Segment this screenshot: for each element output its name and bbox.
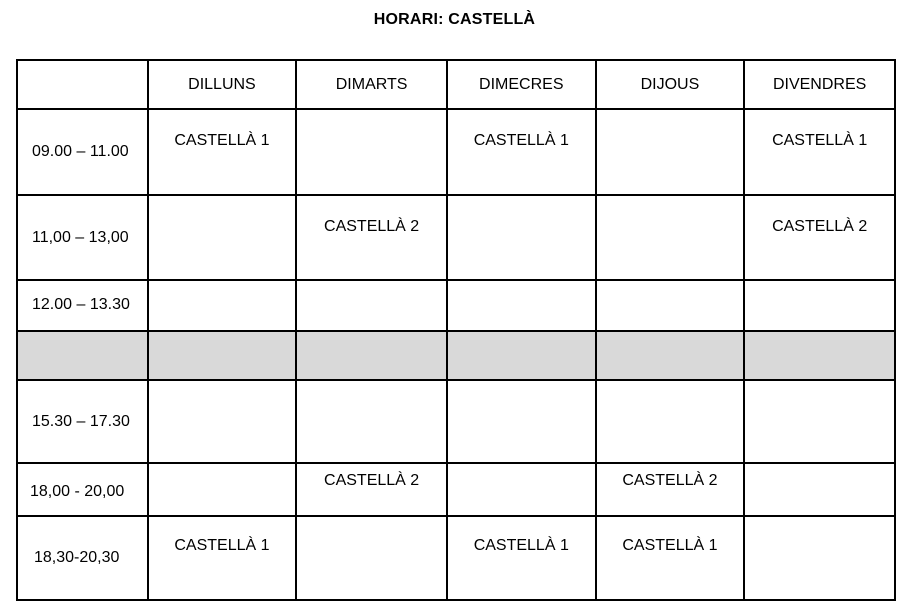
- slot-cell: [148, 280, 297, 331]
- day-header: DILLUNS: [148, 60, 297, 109]
- slot-cell: [744, 195, 895, 279]
- time-cell: [17, 109, 148, 195]
- table-row: [17, 380, 895, 463]
- slot-cell: [596, 280, 745, 331]
- slot-cell: [447, 195, 596, 279]
- slot-cell: [596, 380, 745, 463]
- slot-label: [745, 517, 894, 537]
- slot-cell: [596, 463, 745, 515]
- table-row: [17, 516, 895, 600]
- time-cell: [17, 380, 148, 463]
- slot-cell: [744, 516, 895, 600]
- slot-label: [297, 110, 446, 132]
- slot-label: [149, 196, 296, 218]
- time-cell: [17, 280, 148, 331]
- day-header: DIVENDRES: [744, 60, 895, 109]
- slot-label: CASTELLÀ 2: [622, 472, 718, 490]
- slot-label: CASTELLÀ 1: [473, 132, 569, 150]
- break-cell: [744, 331, 895, 380]
- slot-cell: [447, 280, 596, 331]
- break-cell: [596, 331, 745, 380]
- slot-cell: [296, 280, 447, 331]
- break-cell: [148, 331, 297, 380]
- slot-label: [297, 517, 446, 537]
- slot-cell: [447, 109, 596, 195]
- time-cell: [17, 516, 148, 600]
- slot-label: [597, 110, 744, 132]
- schedule-table: [16, 59, 896, 601]
- slot-cell: [596, 109, 745, 195]
- break-row: [17, 331, 895, 380]
- slot-label: [745, 464, 894, 472]
- slot-label: [149, 381, 296, 403]
- break-cell: [17, 331, 148, 380]
- slot-label: [597, 196, 744, 218]
- slot-cell: [744, 280, 895, 331]
- slot-label: [745, 281, 894, 303]
- slot-cell: [148, 380, 297, 463]
- slot-label: CASTELLÀ 1: [473, 536, 569, 554]
- slot-cell: [744, 463, 895, 515]
- day-header: DIMECRES: [447, 60, 596, 109]
- slot-label: [448, 381, 595, 403]
- slot-cell: [148, 195, 297, 279]
- slot-label: CASTELLÀ 2: [324, 218, 420, 236]
- time-label: 15.30 – 17.30: [32, 412, 130, 430]
- time-label: 18,00 - 20,00: [30, 482, 125, 500]
- table-row: [17, 109, 895, 195]
- break-cell: [447, 331, 596, 380]
- slot-cell: [296, 109, 447, 195]
- slot-cell: [447, 463, 596, 515]
- table-row: [17, 463, 895, 515]
- table-row: [17, 280, 895, 331]
- slot-cell: [744, 380, 895, 463]
- slot-label: [297, 281, 446, 303]
- table-row: [17, 195, 895, 279]
- page-title: HORARI: CASTELLÀ: [373, 11, 536, 28]
- slot-cell: [447, 516, 596, 600]
- time-cell: [17, 195, 148, 279]
- slot-label: [597, 281, 744, 303]
- slot-label: [149, 281, 296, 303]
- slot-label: [448, 281, 595, 303]
- slot-label: [597, 381, 744, 403]
- slot-label: CASTELLÀ 1: [622, 536, 718, 554]
- time-label: 18,30-20,30: [34, 548, 120, 566]
- slot-cell: [447, 380, 596, 463]
- slot-label: [297, 381, 446, 403]
- slot-cell: [596, 516, 745, 600]
- slot-cell: [296, 516, 447, 600]
- slot-label: CASTELLÀ 1: [772, 132, 868, 150]
- slot-label: [448, 196, 595, 218]
- slot-cell: [148, 109, 297, 195]
- slot-cell: [296, 195, 447, 279]
- slot-cell: [148, 516, 297, 600]
- slot-label: [448, 464, 595, 472]
- slot-cell: [296, 380, 447, 463]
- slot-label: [149, 464, 296, 472]
- day-header: DIMARTS: [296, 60, 447, 109]
- slot-cell: [296, 463, 447, 515]
- corner-cell: [17, 60, 148, 109]
- header-row: [17, 60, 895, 109]
- slot-label: CASTELLÀ 1: [174, 132, 270, 150]
- slot-cell: [148, 463, 297, 515]
- slot-label: [745, 381, 894, 403]
- break-cell: [296, 331, 447, 380]
- slot-label: CASTELLÀ 2: [324, 472, 420, 490]
- slot-cell: [744, 109, 895, 195]
- slot-label: CASTELLÀ 1: [174, 536, 270, 554]
- slot-label: CASTELLÀ 2: [772, 218, 868, 236]
- time-cell: [17, 463, 148, 515]
- time-label: 09.00 – 11.00: [32, 143, 129, 161]
- slot-cell: [596, 195, 745, 279]
- time-label: 12.00 – 13.30: [32, 296, 130, 314]
- day-header: DIJOUS: [596, 60, 745, 109]
- time-label: 11,00 – 13,00: [32, 228, 129, 246]
